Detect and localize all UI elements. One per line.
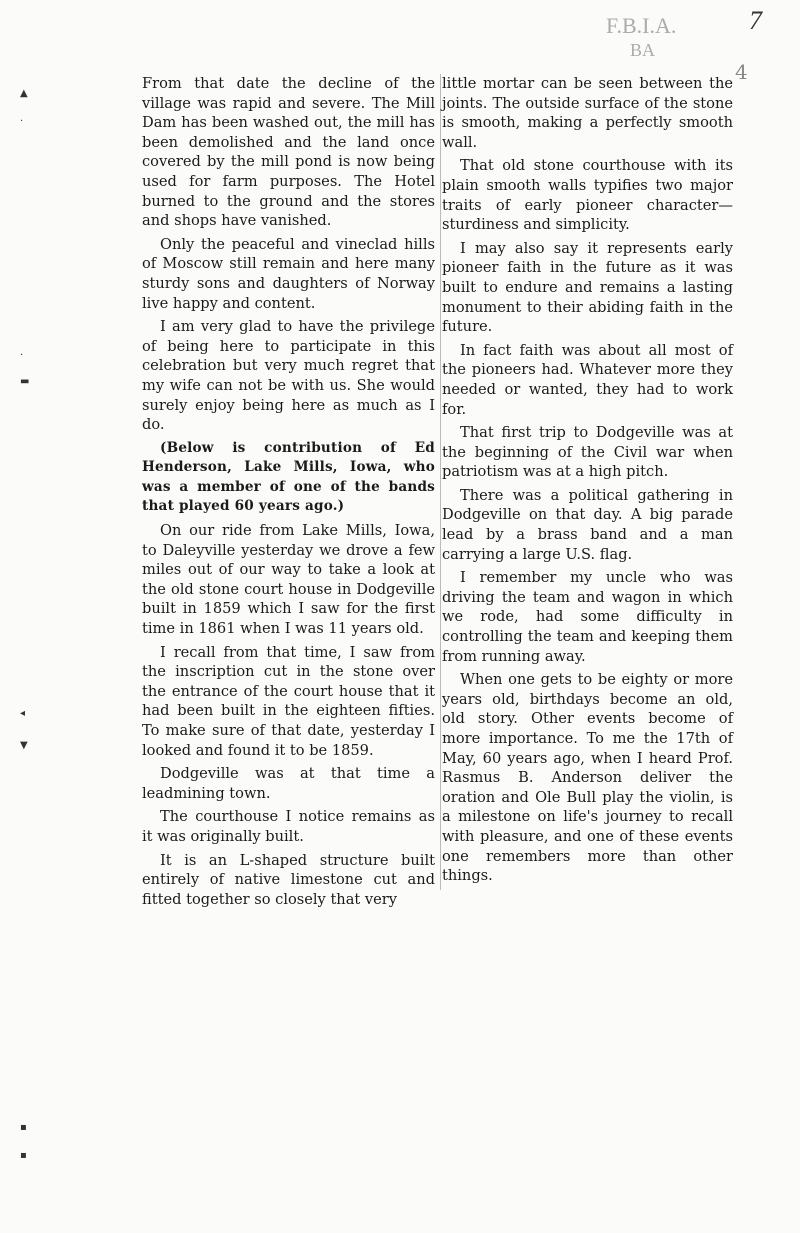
paragraph: That old stone courthouse with its plain smooth walls typifies two major traits of early pioneer character—sturdiness and simplicity. (442, 157, 733, 234)
left-column (142, 74, 435, 913)
margin-mark: ▪ (20, 1122, 27, 1133)
handwritten-note-line2: BA (630, 40, 656, 60)
right-column (440, 74, 733, 890)
paragraph: It is an L-shaped structure built entirely of native limestone cut and fitted together so closely that very (142, 851, 435, 908)
paragraph: Only the peaceful and vineclad hills of Moscow still remain and here many sturdy sons and daughters of Norway live happy and content. (142, 235, 435, 312)
editor-note: (Below is contribution of Ed Henderson, Lake Mills, Iowa, who was a member of one of the bands that played 60 years ago.) (142, 439, 435, 515)
page-number: 7 (749, 6, 762, 35)
margin-mark: · (20, 116, 24, 127)
paragraph: I may also say it represents early pioneer faith in the future as it was built to endure and remains a lasting monument to their abiding faith in the future. (442, 239, 733, 336)
paragraph: That first trip to Dodgeville was at the beginning of the Civil war when patriotism was at a high pitch. (442, 424, 733, 481)
margin-mark: ◂ (20, 708, 26, 719)
margin-mark: ▬ (20, 376, 30, 387)
paragraph: little mortar can be seen between the joints. The outside surface of the stone is smooth, making a perfectly smooth wall. (442, 75, 733, 151)
paragraph: From that date the decline of the village was rapid and severe. The Mill Dam has been washed out, the mill has been demolished and the land once covered by the mill pond is now being used for farm purposes. The Hotel burned to the ground and the stores and shops have vanished. (142, 75, 435, 230)
paragraph: In fact faith was about all most of the pioneers had. Whatever more they needed or wanted, they had to work for. (442, 341, 733, 418)
paragraph: I recall from that time, I saw from the inscription cut in the stone over the entrance of the court house that it had been built in the eighteen fifties. To make sure of that date, yesterday I looked and found it to be 1859. (142, 643, 435, 759)
margin-mark: ▪ (20, 1150, 27, 1161)
margin-mark: ▼ (20, 740, 28, 751)
paragraph: I remember my uncle who was driving the team and wagon in which we rode, had some difficulty in controlling the team and keeping them from running away. (442, 569, 733, 665)
paragraph: I am very glad to have the privilege of being here to participate in this celebration but very much regret that my wife can not be with us. She would surely enjoy being here as much as I do. (142, 318, 435, 434)
margin-mark: ▲ (20, 88, 28, 99)
handwritten-note-line1: F.B.I.A. (606, 13, 677, 38)
paragraph: The courthouse I notice remains as it was originally built. (142, 808, 435, 845)
paragraph: When one gets to be eighty or more years old, birthdays become an old, old story. Other events become of more importance. To me the 17th of May, 60 years ago, when I heard Prof. Rasmus B. Anderson deliver the oration and Ole Bull play the violin, is a milestone on life's journey to recall with pleasure, and one of these events one remembers more than other things. (442, 671, 733, 885)
handwritten-note (606, 14, 676, 62)
paragraph: On our ride from Lake Mills, Iowa, to Daleyville yesterday we drove a few miles out of our way to take a look at the old stone court house in Dodgeville built in 1859 which I saw for the first time in 1861 when I was 11 years old. (142, 522, 435, 638)
paragraph: Dodgeville was at that time a leadmining town. (142, 765, 435, 802)
pencil-mark: 4 (735, 60, 748, 84)
paragraph: There was a political gathering in Dodgeville on that day. A big parade lead by a brass band and a man carrying a large U.S. flag. (442, 486, 733, 563)
margin-mark: · (20, 350, 24, 361)
